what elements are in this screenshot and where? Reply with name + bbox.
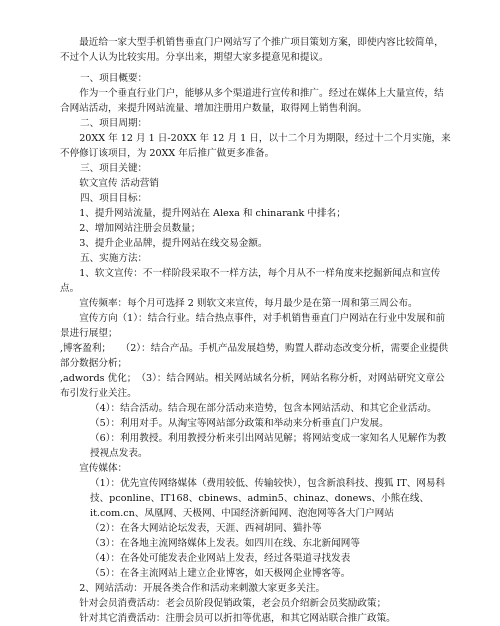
section-body-overview: 作为一个垂直行业门户，能够从多个渠道进行宣传和推广。经过在媒体上大量宣传，结合网站活动，来提升网站流量、增加注册用户数量，取得网上销售利润。 <box>60 88 444 114</box>
method-paragraph: 2、网站活动：开展各类合作和活动来刺激大家更多关注。 <box>79 583 326 594</box>
section-body-period: 20XX 年 12 月 1 日-20XX 年 12 月 1 日，以十二个月为期限，经过十二个月实施，来不停修订该项目，为 20XX 年后推广做更多准备。 <box>60 133 451 159</box>
goal-item: 3、提升企业品牌，提升网站在线交易金额。 <box>79 238 268 249</box>
goal-item: 1、提升网站流量，提升网站在 Alexa 和 chinarank 中排名； <box>79 208 346 219</box>
method-paragraph: 1、软文宣传：不一样阶段采取不一样方法，每个月从不一样角度来挖掘新闻点和宣传点。 <box>60 268 441 294</box>
media-item: （1）：优先宣传网络媒体（费用较低、传输较快），包含新浪科技、搜狐 IT、网易科技、pconline、IT168、cbinews、admin5、chinaz、donews、小熊在线、it.com.cn、凤凰网、天极网、中国经济新闻网、泡泡网等各大门户网站 <box>90 478 446 519</box>
method-paragraph: （5）：利用对手。从淘宝等网站部分政策和举动来分析垂直门户发展。 <box>90 418 389 429</box>
section-heading-overview: 一、项目概要： <box>80 73 148 84</box>
section-heading-period: 二、项目周期： <box>80 118 148 129</box>
method-paragraph: 针对会员消费活动：老会员阶段促销政策，老会员介绍新会员奖励政策； <box>79 598 387 609</box>
goal-item: 2、增加网站注册会员数量； <box>79 223 201 234</box>
document-body <box>60 35 452 626</box>
method-paragraph: 针对其它消费活动：注册会员可以折扣等优惠，和其它网站联合推广政策。 <box>79 613 396 624</box>
section-heading-methods: 五、实施方法： <box>80 253 148 264</box>
method-paragraph: 宣传媒体： <box>79 463 128 474</box>
method-paragraph: ,博客盈利； （2）：结合产品。手机产品发展趋势，购置人群动态改变分析，需要企业提供部分数据分析； <box>60 343 449 369</box>
method-paragraph: 宣传频率：每个月可选择 2 则软文来宣传，每月最少是在第一周和第三周公布。 <box>79 298 418 309</box>
method-paragraph: （6）：利用教授。利用教授分析来引出网站见解；将网站变成一家知名人见解作为教授视点发表。 <box>90 433 447 459</box>
media-item: （4）：在各处可能发表企业网站上发表，经过各渠道寻找发表 <box>90 553 351 564</box>
media-item: （2）：在各大网站论坛发表，天涯、西祠胡同、猫扑等 <box>90 523 322 534</box>
method-paragraph: 宣传方向（1）：结合行业。结合热点事件，对手机销售垂直门户网站在行业中发展和前景进行展望； <box>60 313 446 339</box>
section-heading-focus: 三、项目关键： <box>80 163 148 174</box>
media-item: （5）：在各主流网站上建立企业博客，如天极网企业博客等。 <box>90 568 351 579</box>
section-body-focus: 软文宣传 活动营销 <box>79 178 159 189</box>
method-paragraph: （4）：结合活动。结合现在部分活动来造势，包含本网站活动、和其它企业活动。 <box>90 403 437 414</box>
intro-paragraph: 最近给一家大型手机销售垂直门户网站写了个推广项目策划方案，即使内容比较简单，不过个人认为比较实用。分享出来，期望大家多提意见和提议。 <box>60 37 444 63</box>
method-paragraph: ,adwords 优化； （3）：结合网站。相关网站域名分析，网站名称分析，对网站研究文章公布引发行业关注。 <box>60 373 445 399</box>
section-heading-goals: 四、项目目标： <box>80 193 148 204</box>
media-item: （3）：在各地主流网络媒体上发表。如四川在线、东北新闻网等 <box>90 538 360 549</box>
